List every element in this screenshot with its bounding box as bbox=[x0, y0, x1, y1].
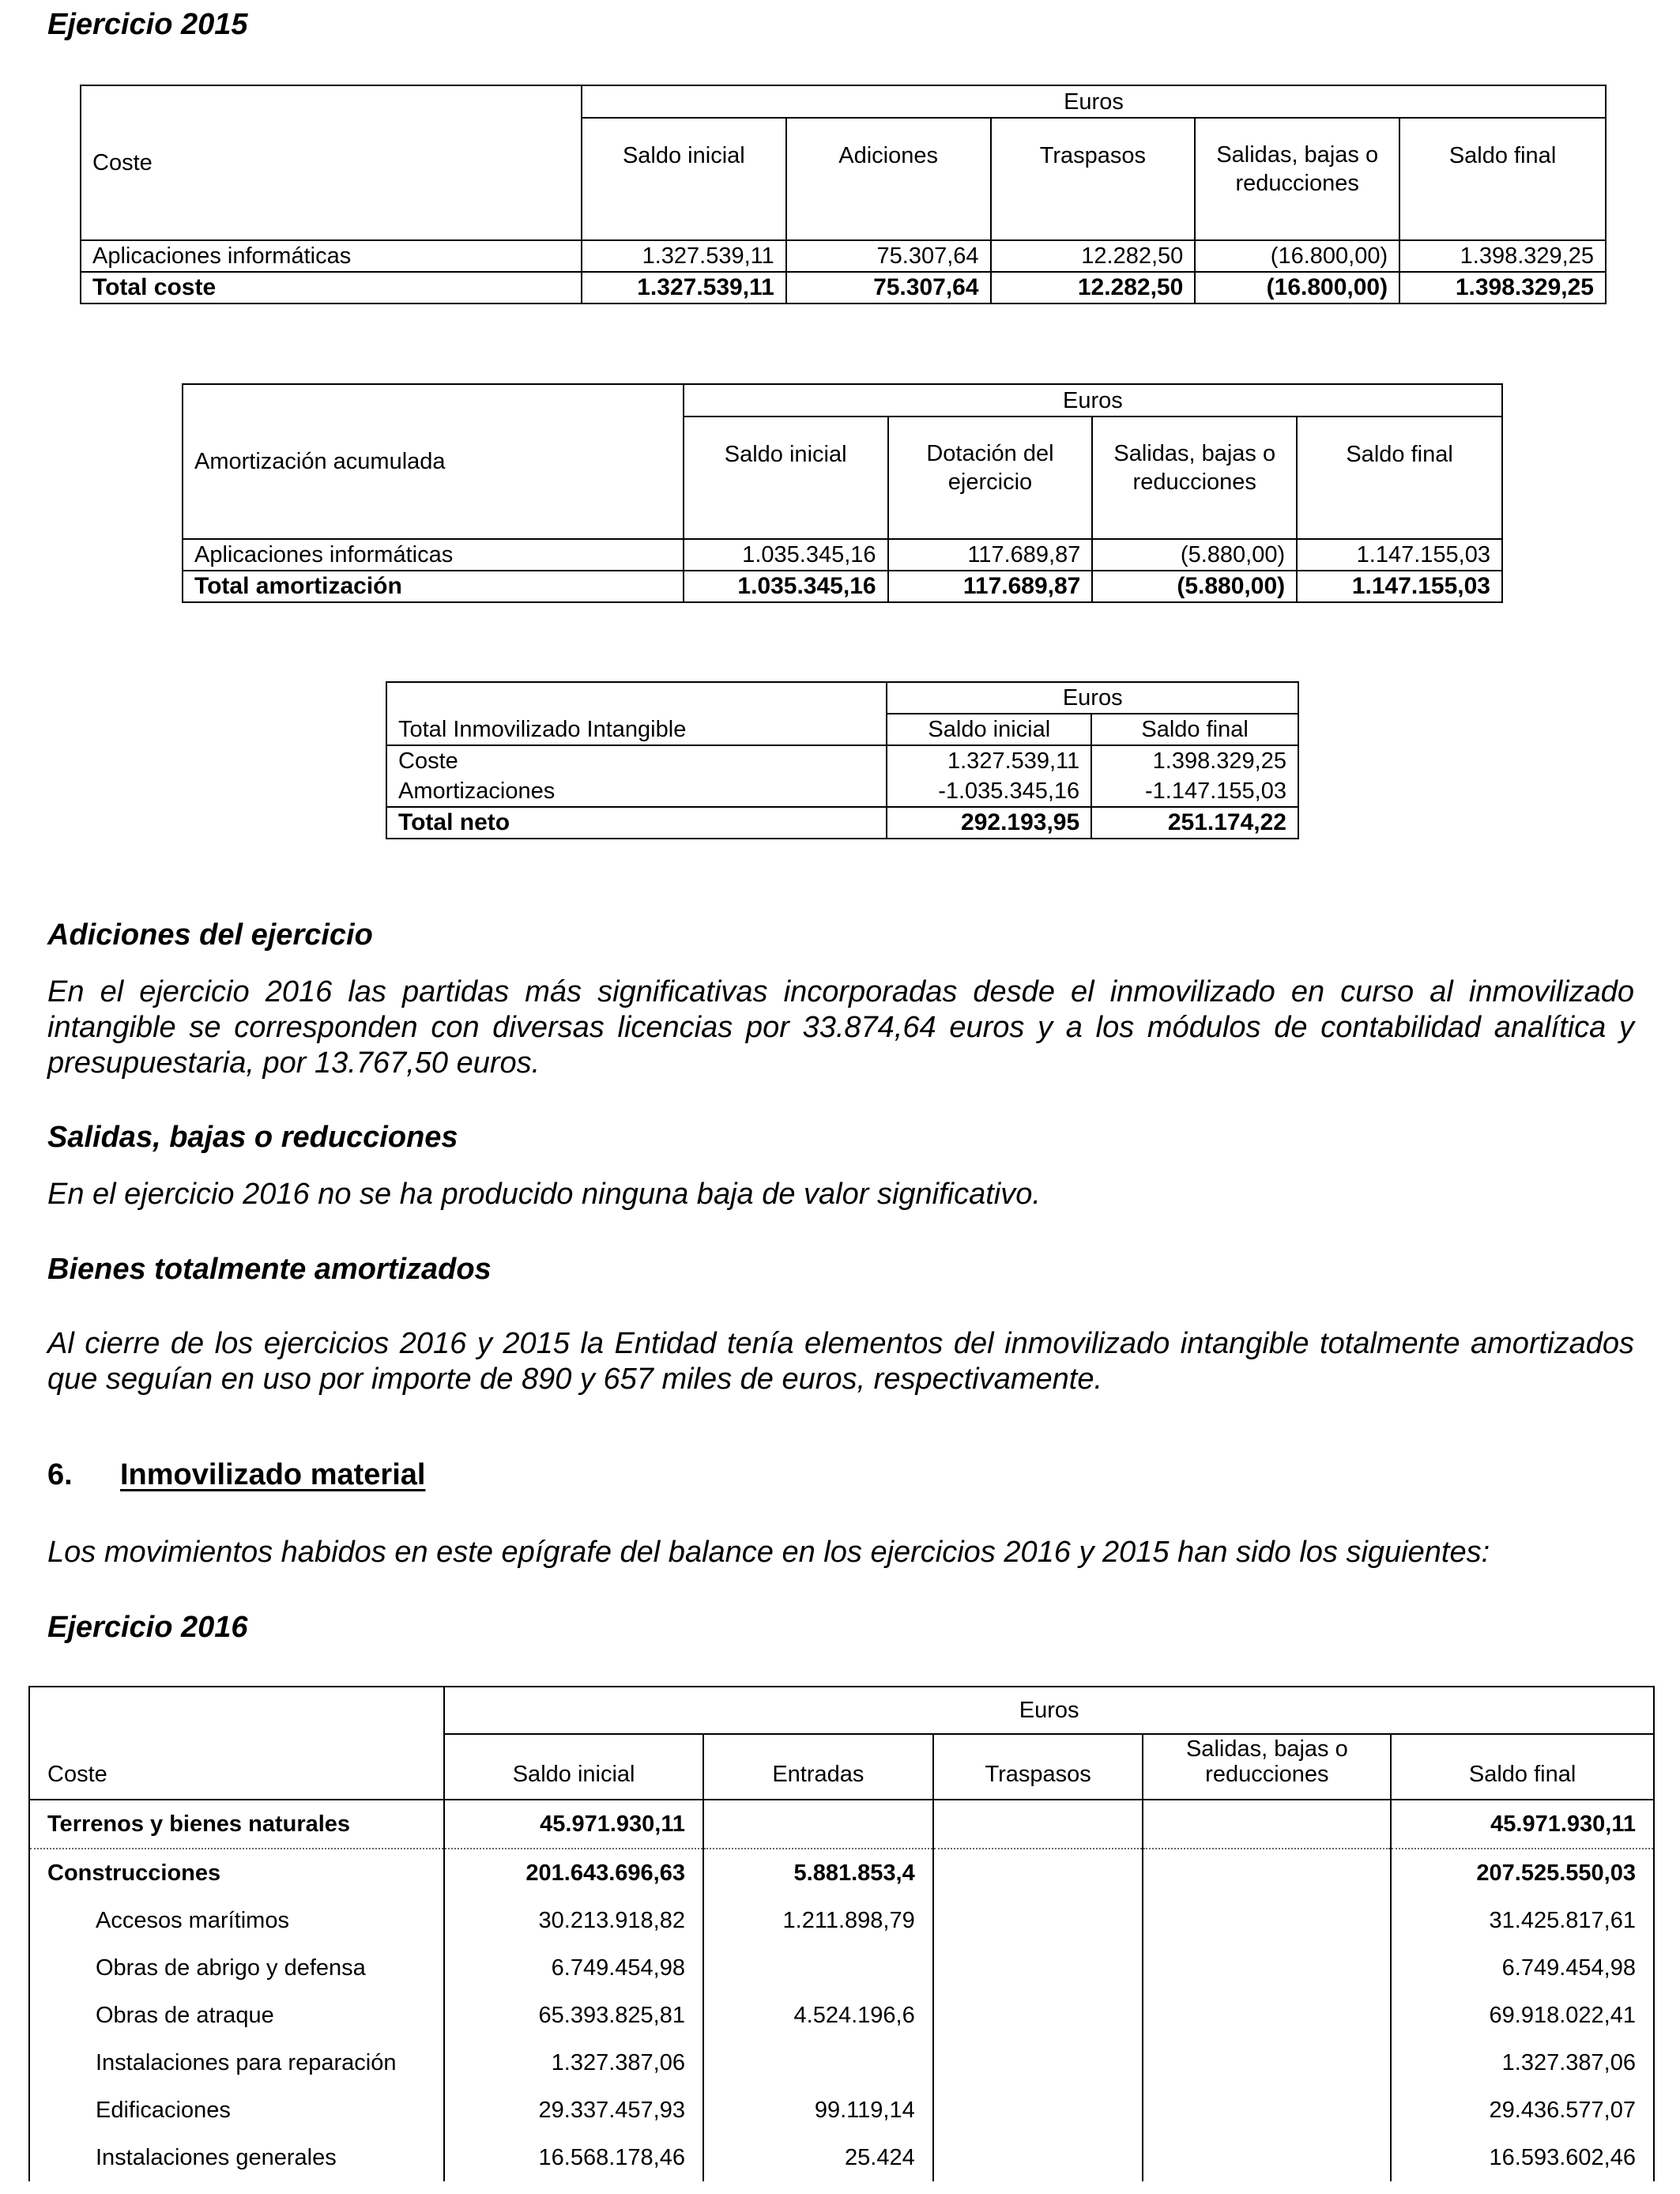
table-row bbox=[29, 2087, 1654, 2134]
table-row-total bbox=[81, 272, 1606, 303]
paragraph-salidas: En el ejercicio 2016 no se ha producido ninguna baja de valor significativo. bbox=[47, 1178, 1041, 1211]
cell-value bbox=[1143, 1897, 1391, 1944]
cell-value: 45.971.930,11 bbox=[1391, 1800, 1654, 1849]
table-row bbox=[183, 539, 1502, 571]
paragraph-bienes bbox=[47, 1326, 1634, 1397]
cell-value: 69.918.022,41 bbox=[1391, 1992, 1654, 2039]
cell-value: 1.035.345,16 bbox=[684, 571, 888, 602]
cell-value: 1.398.329,25 bbox=[1399, 272, 1606, 303]
col-saldo-final: Saldo final bbox=[1391, 1734, 1654, 1800]
cell-value bbox=[703, 2039, 933, 2087]
col-entradas: Entradas bbox=[703, 1734, 933, 1800]
col-dotacion: Dotación del ejercicio bbox=[888, 417, 1093, 539]
cell-value: 75.307,64 bbox=[786, 240, 991, 272]
table-row bbox=[81, 240, 1606, 272]
cell-value: 65.393.825,81 bbox=[444, 1992, 703, 2039]
table-row bbox=[29, 1849, 1654, 1897]
col-saldo-inicial: Saldo inicial bbox=[582, 118, 786, 240]
euros-header: Euros bbox=[444, 1687, 1654, 1734]
col-traspasos: Traspasos bbox=[933, 1734, 1143, 1800]
material-header-label: Coste bbox=[29, 1687, 444, 1800]
col-saldo-inicial: Saldo inicial bbox=[444, 1734, 703, 1800]
cell-value: 1.035.345,16 bbox=[684, 539, 888, 571]
cell-value: 251.174,22 bbox=[1091, 807, 1298, 839]
cell-value: 25.424 bbox=[703, 2134, 933, 2181]
cell-value: 4.524.196,6 bbox=[703, 1992, 933, 2039]
col-salidas: Salidas, bajas o reducciones bbox=[1143, 1734, 1391, 1800]
cell-value: 30.213.918,82 bbox=[444, 1897, 703, 1944]
cell-value: -1.035.345,16 bbox=[887, 776, 1091, 807]
col-saldo-inicial: Saldo inicial bbox=[887, 714, 1091, 745]
table-row bbox=[29, 1897, 1654, 1944]
cell-value: 6.749.454,98 bbox=[1391, 1944, 1654, 1992]
col-salidas: Salidas, bajas o reducciones bbox=[1195, 118, 1399, 240]
cell-value: 31.425.817,61 bbox=[1391, 1897, 1654, 1944]
row-label: Total coste bbox=[81, 272, 582, 303]
cell-value bbox=[1143, 2134, 1391, 2181]
cell-value bbox=[703, 1944, 933, 1992]
cell-value: -1.147.155,03 bbox=[1091, 776, 1298, 807]
paragraph-line: Al cierre de los ejercicios 2016 y 2015 la Entidad tenía elementos del inmovilizado intangible totalmente amortizados bbox=[47, 1327, 1634, 1360]
table-amortizacion-2015 bbox=[182, 383, 1503, 603]
cell-value bbox=[933, 1992, 1143, 2039]
cell-value: 29.337.457,93 bbox=[444, 2087, 703, 2134]
cell-value bbox=[703, 1800, 933, 1849]
cell-value bbox=[933, 2039, 1143, 2087]
cell-value bbox=[1143, 1800, 1391, 1849]
cell-value bbox=[933, 2134, 1143, 2181]
col-traspasos: Traspasos bbox=[991, 118, 1196, 240]
cell-value: 201.643.696,63 bbox=[444, 1849, 703, 1897]
row-label: Edificaciones bbox=[29, 2087, 444, 2134]
table-row bbox=[29, 2134, 1654, 2181]
cell-value bbox=[933, 1849, 1143, 1897]
table-coste-2015 bbox=[80, 85, 1607, 304]
table-row-total bbox=[386, 807, 1298, 839]
cell-value: 12.282,50 bbox=[991, 272, 1196, 303]
heading-salidas: Salidas, bajas o reducciones bbox=[47, 1121, 458, 1154]
cell-value bbox=[933, 1800, 1143, 1849]
row-label: Obras de atraque bbox=[29, 1992, 444, 2039]
heading-adiciones: Adiciones del ejercicio bbox=[47, 918, 373, 952]
cell-value: (5.880,00) bbox=[1092, 539, 1297, 571]
cell-value: 75.307,64 bbox=[786, 272, 991, 303]
euros-header: Euros bbox=[887, 682, 1298, 714]
table-row bbox=[29, 1992, 1654, 2039]
cell-value: 12.282,50 bbox=[991, 240, 1196, 272]
cell-value: (16.800,00) bbox=[1195, 272, 1399, 303]
cell-value bbox=[1143, 1992, 1391, 2039]
cell-value: 1.327.539,11 bbox=[582, 240, 786, 272]
table-total-inmovilizado bbox=[386, 681, 1299, 839]
total-header-label: Total Inmovilizado Intangible bbox=[386, 682, 887, 745]
row-label: Total amortización bbox=[183, 571, 684, 602]
row-label: Coste bbox=[386, 745, 887, 776]
paragraph-line: que seguían en uso por importe de 890 y 657 miles de euros, respectivamente. bbox=[47, 1363, 1103, 1396]
cell-value: 117.689,87 bbox=[888, 571, 1093, 602]
heading-ejercicio-2016: Ejercicio 2016 bbox=[47, 1611, 248, 1644]
row-label: Instalaciones generales bbox=[29, 2134, 444, 2181]
col-salidas: Salidas, bajas o reducciones bbox=[1092, 417, 1297, 539]
table-row bbox=[386, 776, 1298, 807]
row-label: Terrenos y bienes naturales bbox=[29, 1800, 444, 1849]
cell-value: 1.211.898,79 bbox=[703, 1897, 933, 1944]
paragraph-intro-movimientos: Los movimientos habidos en este epígrafe del balance en los ejercicios 2016 y 2015 han sido los siguientes: bbox=[47, 1536, 1490, 1569]
row-label: Instalaciones para reparación bbox=[29, 2039, 444, 2087]
coste-header-label: Coste bbox=[81, 85, 582, 240]
cell-value: 292.193,95 bbox=[887, 807, 1091, 839]
col-adiciones: Adiciones bbox=[786, 118, 991, 240]
heading-ejercicio-2015: Ejercicio 2015 bbox=[47, 8, 248, 41]
row-label: Aplicaciones informáticas bbox=[81, 240, 582, 272]
col-saldo-final: Saldo final bbox=[1297, 417, 1502, 539]
cell-value: 1.327.387,06 bbox=[444, 2039, 703, 2087]
euros-header: Euros bbox=[684, 384, 1502, 417]
section-title-inmovilizado-material bbox=[47, 1458, 425, 1492]
row-label: Obras de abrigo y defensa bbox=[29, 1944, 444, 1992]
cell-value: 6.749.454,98 bbox=[444, 1944, 703, 1992]
cell-value bbox=[1143, 2039, 1391, 2087]
row-label: Aplicaciones informáticas bbox=[183, 539, 684, 571]
row-label: Construcciones bbox=[29, 1849, 444, 1897]
cell-value bbox=[1143, 1944, 1391, 1992]
cell-value: 207.525.550,03 bbox=[1391, 1849, 1654, 1897]
cell-value: 1.147.155,03 bbox=[1297, 539, 1502, 571]
euros-header: Euros bbox=[582, 85, 1606, 118]
section-number: 6. bbox=[47, 1458, 73, 1491]
cell-value: 1.327.387,06 bbox=[1391, 2039, 1654, 2087]
paragraph-line: En el ejercicio 2016 las partidas más significativas incorporadas desde el inmovilizado en curso al inmovilizado bbox=[47, 975, 1634, 1008]
cell-value: 5.881.853,4 bbox=[703, 1849, 933, 1897]
table-row bbox=[29, 1800, 1654, 1849]
cell-value bbox=[1143, 2087, 1391, 2134]
amort-header-label: Amortización acumulada bbox=[183, 384, 684, 539]
cell-value: 1.147.155,03 bbox=[1297, 571, 1502, 602]
row-label: Accesos marítimos bbox=[29, 1897, 444, 1944]
cell-value: 16.593.602,46 bbox=[1391, 2134, 1654, 2181]
cell-value: 117.689,87 bbox=[888, 539, 1093, 571]
table-row bbox=[386, 745, 1298, 776]
cell-value bbox=[1143, 1849, 1391, 1897]
table-material-2016 bbox=[28, 1686, 1655, 2181]
col-saldo-inicial: Saldo inicial bbox=[684, 417, 888, 539]
cell-value: 1.327.539,11 bbox=[887, 745, 1091, 776]
table-row bbox=[29, 1944, 1654, 1992]
heading-bienes: Bienes totalmente amortizados bbox=[47, 1253, 492, 1286]
paragraph-line: presupuestaria, por 13.767,50 euros. bbox=[47, 1046, 541, 1080]
cell-value: 1.398.329,25 bbox=[1091, 745, 1298, 776]
cell-value: (16.800,00) bbox=[1195, 240, 1399, 272]
col-saldo-final: Saldo final bbox=[1091, 714, 1298, 745]
cell-value: 16.568.178,46 bbox=[444, 2134, 703, 2181]
cell-value: 1.398.329,25 bbox=[1399, 240, 1606, 272]
row-label: Total neto bbox=[386, 807, 887, 839]
cell-value: 99.119,14 bbox=[703, 2087, 933, 2134]
cell-value: 1.327.539,11 bbox=[582, 272, 786, 303]
paragraph-adiciones bbox=[47, 974, 1634, 1081]
cell-value: 45.971.930,11 bbox=[444, 1800, 703, 1849]
cell-value bbox=[933, 1944, 1143, 1992]
cell-value bbox=[933, 2087, 1143, 2134]
table-row bbox=[29, 2039, 1654, 2087]
cell-value bbox=[933, 1897, 1143, 1944]
table-row-total bbox=[183, 571, 1502, 602]
paragraph-line: intangible se corresponden con diversas licencias por 33.874,64 euros y a los módulos de contabilidad analítica y bbox=[47, 1011, 1634, 1044]
cell-value: 29.436.577,07 bbox=[1391, 2087, 1654, 2134]
cell-value: (5.880,00) bbox=[1092, 571, 1297, 602]
section-title-text: Inmovilizado material bbox=[120, 1458, 426, 1491]
row-label: Amortizaciones bbox=[386, 776, 887, 807]
col-saldo-final: Saldo final bbox=[1399, 118, 1606, 240]
